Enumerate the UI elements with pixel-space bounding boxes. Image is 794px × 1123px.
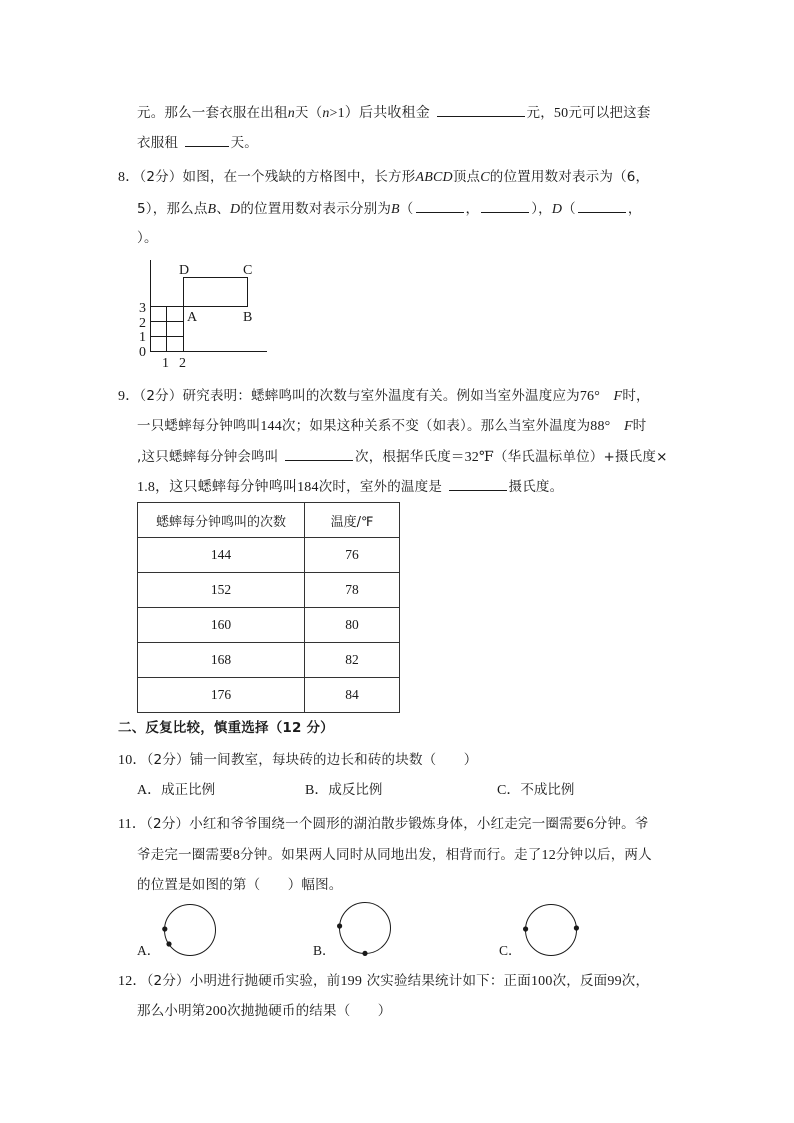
text: 顶点: [452, 169, 481, 185]
text: 一只蟋蟀每分钟鸣叫: [137, 418, 261, 434]
text: 分钟。如果两人同时从同地出发，相背而行。走了: [240, 847, 542, 863]
table-row: [138, 678, 400, 713]
answer-blank-days[interactable]: [185, 133, 229, 147]
text: 次，反面: [552, 973, 608, 989]
header-temperature: 温度/℉: [305, 503, 400, 538]
q11-option-a-circle[interactable]: [160, 900, 220, 960]
cell-temperature: 82: [345, 652, 359, 667]
q11-option-c-label[interactable]: C．: [499, 943, 522, 958]
table-row: [138, 538, 400, 573]
option-text: 不成比例: [520, 782, 575, 798]
unit: F: [613, 389, 623, 404]
question-number: 10．: [118, 753, 147, 768]
option-text: 成正比例: [161, 782, 216, 798]
text: 那么小明第: [137, 1003, 206, 1019]
text: 的位置用数对表示为（6，: [489, 169, 650, 185]
text: 分钟以后，两人: [555, 847, 652, 863]
cell-chirps: 144: [210, 547, 232, 562]
q8-line-2: [137, 199, 642, 219]
position-dot: [523, 926, 528, 931]
table-header-row: [138, 503, 400, 538]
text: 摄氏度。: [508, 479, 564, 495]
q8-line-1: [118, 168, 649, 187]
cell-chirps: 152: [210, 582, 232, 597]
q11-option-b-circle[interactable]: [335, 898, 395, 958]
number: 100: [530, 974, 553, 989]
y-tick-2: 2: [139, 316, 146, 331]
answer-blank-b-y[interactable]: [481, 199, 529, 213]
text: 时: [632, 418, 647, 434]
number: 99: [607, 974, 622, 989]
number: 32℉: [464, 450, 494, 465]
option-letter: B．: [305, 783, 329, 798]
q9-line-3: [137, 447, 668, 467]
text: 次，: [621, 973, 650, 989]
number: 184: [297, 480, 319, 495]
table-row: [138, 573, 400, 608]
text: 5），那么点: [137, 201, 208, 217]
option-letter: A．: [137, 783, 162, 798]
cricket-temperature-table: [137, 502, 400, 713]
text: 元，: [526, 105, 554, 121]
q10-option-a[interactable]: [137, 781, 215, 800]
question-number: 12．: [118, 974, 147, 989]
q10-option-b[interactable]: [305, 781, 382, 800]
cell-temperature: 80: [345, 617, 359, 632]
q11-option-c-circle[interactable]: [521, 900, 581, 960]
q11-option-b-label[interactable]: B．: [313, 943, 336, 958]
question-number: 11．: [118, 817, 147, 832]
header-chirps: 蟋蟀每分钟鸣叫的次数: [138, 503, 305, 538]
table-row: [138, 608, 400, 643]
text: ，: [465, 201, 480, 217]
text: ，: [627, 201, 642, 217]
label-a: A: [187, 310, 198, 325]
text: 衣服租: [137, 135, 179, 151]
number: 199: [340, 974, 363, 989]
cell-temperature: 76: [345, 547, 359, 562]
text: 次时，室外的温度是: [318, 479, 443, 495]
q11-line-2: [137, 846, 652, 865]
option-letter: C．: [497, 783, 521, 798]
text: 时，: [622, 388, 650, 404]
q9-line-2: [137, 417, 646, 436]
label-d: D: [179, 263, 190, 278]
temperature: 88°: [590, 419, 611, 434]
question-number: 9．: [118, 389, 140, 404]
text: 、: [216, 201, 231, 217]
text: （: [399, 201, 414, 217]
text: 爷走完一圈需要: [137, 847, 233, 863]
position-dot: [162, 926, 167, 931]
number: 144: [260, 419, 282, 434]
text: 次，根据华氏度＝: [355, 449, 465, 465]
cell-chirps: 176: [210, 687, 232, 702]
text: 的位置用数对表示分别为: [240, 201, 392, 217]
text: 小红和爷爷围绕一个圆形的湖泊散步锻炼身体，小红走完一圈需要: [189, 816, 587, 832]
text: 的位置是如图的第（ ）幅图。: [137, 877, 343, 893]
text: 次；如果这种关系不变（如表）。那么当室外温度为: [281, 418, 591, 434]
text: 元可以把这套: [568, 105, 651, 121]
label-c: C: [243, 263, 253, 278]
position-dot: [337, 923, 342, 928]
text: 天（: [294, 105, 323, 121]
q10-option-c[interactable]: [497, 781, 574, 800]
answer-blank-celsius[interactable]: [449, 477, 507, 491]
text: （华氏温标单位）+摄氏度×: [493, 449, 668, 465]
temperature: 76°: [579, 389, 601, 404]
table-row: [138, 643, 400, 678]
variable-n: n: [322, 106, 330, 121]
text: 1.8，这只蟋蟀每分钟鸣叫: [137, 480, 298, 495]
q7-line-1: [137, 103, 651, 123]
question-number: 8．: [118, 170, 140, 185]
cell-chirps: 160: [210, 617, 232, 632]
number: 12: [541, 848, 556, 863]
text: 分钟。爷: [593, 816, 649, 832]
q11-line-1: [118, 815, 649, 834]
text: 研究表明：蟋蟀鸣叫的次数与室外温度有关。例如当室外温度应为: [182, 388, 580, 404]
q12-line-2: [137, 1002, 392, 1021]
number: 200: [205, 1004, 228, 1019]
number: 8: [232, 848, 241, 863]
label-b: B: [243, 310, 253, 325]
number: 50: [553, 106, 569, 121]
position-dot: [362, 951, 367, 956]
x-tick-1: 1: [162, 356, 169, 371]
y-tick-0: 0: [139, 345, 146, 360]
text: （: [562, 201, 576, 217]
score: （2分）: [139, 169, 183, 185]
point-label: D: [551, 202, 563, 217]
unit: F: [623, 419, 633, 434]
variable-n: n: [287, 106, 295, 121]
text: 次实验结果统计如下：正面: [366, 973, 531, 989]
cell-temperature: 84: [345, 687, 359, 702]
option-text: 成反比例: [328, 782, 383, 798]
answer-blank-chirps[interactable]: [285, 447, 353, 461]
answer-blank-d-x[interactable]: [578, 199, 626, 213]
text: 元。那么一套衣服在出租: [137, 105, 288, 121]
q9-line-4: [137, 477, 563, 497]
q11-option-a-label[interactable]: A．: [137, 943, 161, 958]
score: （2分）: [146, 816, 190, 832]
text: 次抛抛硬币的结果（ ）: [227, 1003, 392, 1019]
number: 6: [586, 817, 594, 832]
point-label: B: [391, 202, 400, 217]
position-dot: [166, 941, 171, 946]
score: （2分）: [139, 388, 183, 404]
point-label: C: [480, 170, 490, 185]
answer-blank-b-x[interactable]: [416, 199, 464, 213]
text: ）。: [137, 230, 158, 246]
text: 如图，在一个残缺的方格图中，长方形: [182, 169, 416, 185]
score: （2分）: [146, 973, 190, 989]
q8-line-3: [137, 229, 158, 247]
answer-blank-rent[interactable]: [437, 103, 525, 117]
text: ,这只蟋蟀每分钟会鸣叫: [137, 449, 279, 465]
cell-temperature: 78: [345, 582, 359, 597]
position-dot: [574, 925, 579, 930]
condition: >1）后共收租金: [329, 106, 431, 121]
question-text: 铺一间教室，每块砖的边长和砖的块数（ ）: [189, 752, 478, 768]
point-label: D: [230, 202, 241, 217]
section-title: 二、反复比较，慎重选择（12 分）: [118, 720, 334, 736]
x-tick-2: 2: [179, 356, 186, 371]
rect-label: ABCD: [415, 170, 453, 185]
cell-chirps: 168: [210, 652, 232, 667]
point-label: B: [207, 202, 217, 217]
grid-diagram: [130, 255, 280, 375]
y-tick-3: 3: [139, 301, 146, 316]
text: 天。: [230, 135, 259, 151]
text: 小明进行抛硬币实验，前: [189, 973, 341, 989]
q10-line: [118, 751, 477, 770]
q7-line-2: [137, 133, 258, 152]
score: （2分）: [146, 752, 190, 768]
y-tick-1: 1: [139, 330, 146, 345]
q12-line-1: [118, 972, 649, 991]
text: ），: [531, 201, 552, 217]
q11-line-3: [137, 876, 343, 894]
q9-line-1: [118, 387, 650, 406]
